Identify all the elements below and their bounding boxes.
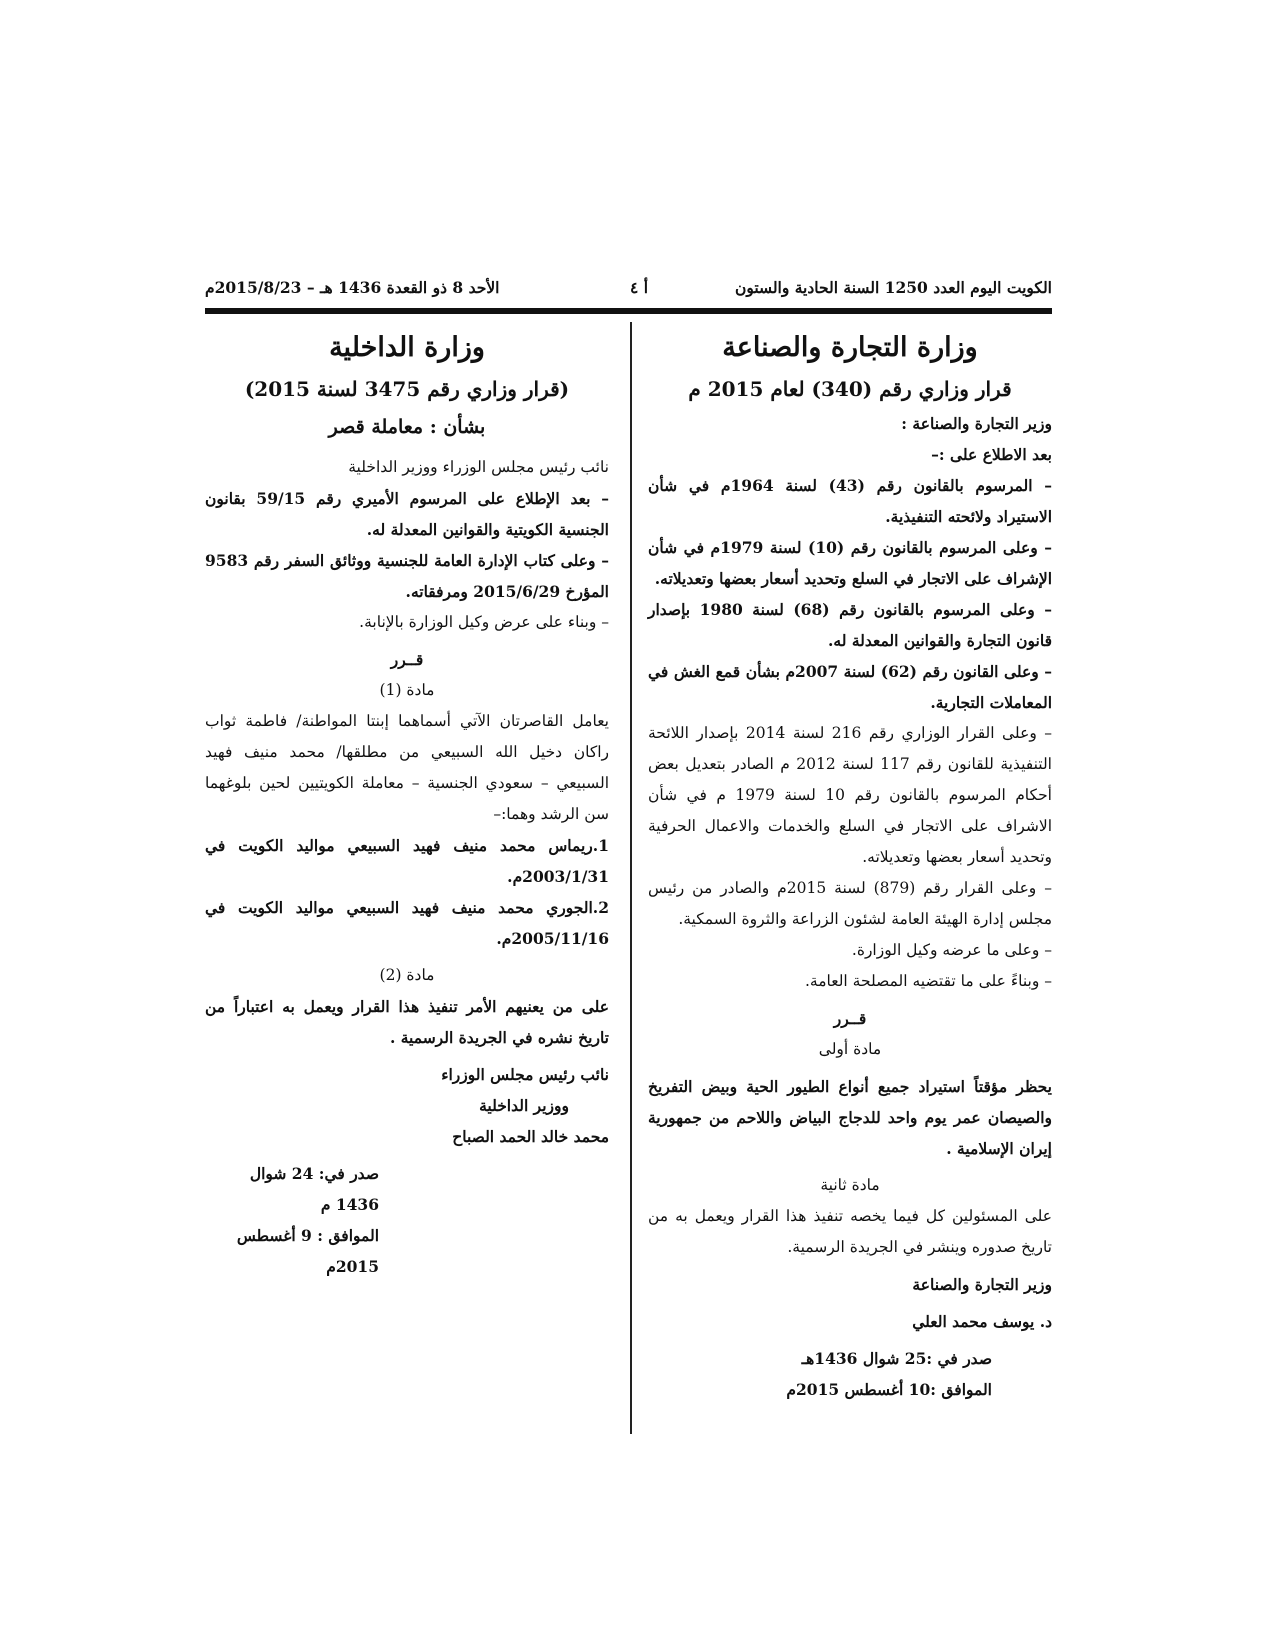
signer-title: وزير التجارة والصناعة xyxy=(912,1275,1052,1294)
article-text: على المسئولين كل فيما يخصه تنفيذ هذا القرار ويعمل به من تاريخ صدوره وينشر في الجريدة الرسمية. xyxy=(648,1207,1052,1256)
article-title: مادة أولى xyxy=(818,1040,882,1058)
article-text: يحظر مؤقتاً استيراد جميع أنواع الطيور الحية وبيض التفريخ والصيصان عمر يوم واحد للدجاج البياض واللاحم من جمهورية إيران الإسلامية . xyxy=(648,1077,1052,1158)
issue-date: الأحد 8 ذو القعدة 1436 هـ – 2015/8/23م xyxy=(205,278,500,297)
preamble-paragraph: – وعلى المرسوم بالقانون رقم (10) لسنة 1979م في شأن الإشراف على الاتجار في السلع وتحديد أسعار بعضها وتعديلاته. xyxy=(648,538,1052,588)
article-text: يعامل القاصرتان الآتي أسماهما إبنتا المواطنة/ فاطمة ثواب راكان دخيل الله السبيعي من مطلقها/ محمد منيف فهيد السبيعي – سعودي الجنسية – معاملة الكويتيين لحين بلوغهما سن الرشد وهما:– xyxy=(205,712,609,823)
signer-name: محمد خالد الحمد الصباح xyxy=(452,1127,609,1146)
decree-number: (قرار وزاري رقم 3475 لسنة 2015) xyxy=(244,377,570,401)
preamble-paragraph: – وعلى القرار رقم (879) لسنة 2015م والصادر من رئيس مجلس إدارة الهيئة العامة لشئون الزراعة والثروة السمكية. xyxy=(648,879,1052,928)
interior-decree-column xyxy=(205,322,609,1282)
signer-name: د. يوسف محمد العلي xyxy=(912,1312,1052,1331)
decided-heading: قــرر xyxy=(833,1009,867,1028)
page-number: أ ٤ xyxy=(630,278,649,297)
preamble-paragraph: – وعلى القرار الوزاري رقم 216 لسنة 2014 بإصدار اللائحة التنفيذية للقانون رقم 117 لسنة 2012 م الصادر بتعديل بعض أحكام المرسوم بالقانون رقم 10 لسنة 1979 م في شأن الاشراف على الاتجار في السلع والخدمات والاعمال الحرفية وتحديد أسعار بعضها وتعديلاته. xyxy=(648,724,1052,866)
child-entry: 2.الجوري محمد منيف فهيد السبيعي مواليد الكويت في 2005/11/16م. xyxy=(205,898,609,948)
issued-date: صدر في :25 شوال 1436هـ xyxy=(801,1349,992,1368)
preamble-paragraph: – وعلى المرسوم بالقانون رقم (68) لسنة 1980 بإصدار قانون التجارة والقوانين المعدلة له. xyxy=(648,600,1052,650)
article-title: مادة ثانية xyxy=(820,1176,880,1194)
header-rule xyxy=(205,308,1052,314)
preamble-paragraph: – وبناءً على ما تقتضيه المصلحة العامة. xyxy=(804,972,1052,990)
article-text: على من يعنيهم الأمر تنفيذ هذا القرار ويعمل به اعتباراً من تاريخ نشره في الجريدة الرسمية . xyxy=(205,997,609,1047)
ministry-title: وزارة التجارة والصناعة xyxy=(722,332,978,363)
preamble-paragraph: – وعلى القانون رقم (62) لسنة 2007م بشأن قمع الغش في المعاملات التجارية. xyxy=(648,662,1052,712)
article-title: مادة (1) xyxy=(379,681,435,699)
child-entry: 1.ريماس محمد منيف فهيد السبيعي مواليد الكويت في 2003/1/31م. xyxy=(205,836,609,886)
minister-line: وزير التجارة والصناعة : xyxy=(901,414,1052,433)
issue-info: الكويت اليوم العدد 1250 السنة الحادية والستون xyxy=(734,278,1052,297)
ministry-title: وزارة الداخلية xyxy=(329,332,485,363)
issued-date: صدر في: 24 شوال 1436 م xyxy=(249,1164,379,1214)
preamble-paragraph: – بعد الإطلاع على المرسوم الأميري رقم 59/15 بقانون الجنسية الكويتية والقوانين المعدلة له. xyxy=(205,489,610,539)
article-title: مادة (2) xyxy=(379,966,435,984)
after-review: بعد الاطلاع على :– xyxy=(931,445,1052,464)
corresponding-date: الموافق : 9 أغسطس 2015م xyxy=(236,1226,379,1276)
decided-heading: قــرر xyxy=(390,650,424,669)
signer-title: ووزير الداخلية xyxy=(479,1096,569,1115)
commerce-decree-column xyxy=(648,322,1052,1405)
decree-number: قرار وزاري رقم (340) لعام 2015 م xyxy=(688,377,1012,401)
preamble-paragraph: – وعلى ما عرضه وكيل الوزارة. xyxy=(851,941,1052,959)
preamble-paragraph: – المرسوم بالقانون رقم (43) لسنة 1964م في شأن الاستيراد ولائحته التنفيذية. xyxy=(648,476,1052,526)
decree-subject: بشأن : معاملة قصر xyxy=(328,416,486,438)
corresponding-date: الموافق :10 أغسطس 2015م xyxy=(786,1380,992,1399)
issuer-line: نائب رئيس مجلس الوزراء ووزير الداخلية xyxy=(348,458,609,476)
preamble-paragraph: – وبناء على عرض وكيل الوزارة بالإنابة. xyxy=(359,613,609,631)
preamble-paragraph: – وعلى كتاب الإدارة العامة للجنسية ووثائق السفر رقم 9583 المؤرخ 2015/6/29 ومرفقاته. xyxy=(205,551,609,601)
signer-title: نائب رئيس مجلس الوزراء xyxy=(441,1065,609,1084)
column-divider xyxy=(630,322,632,1434)
page-header xyxy=(205,268,1052,304)
